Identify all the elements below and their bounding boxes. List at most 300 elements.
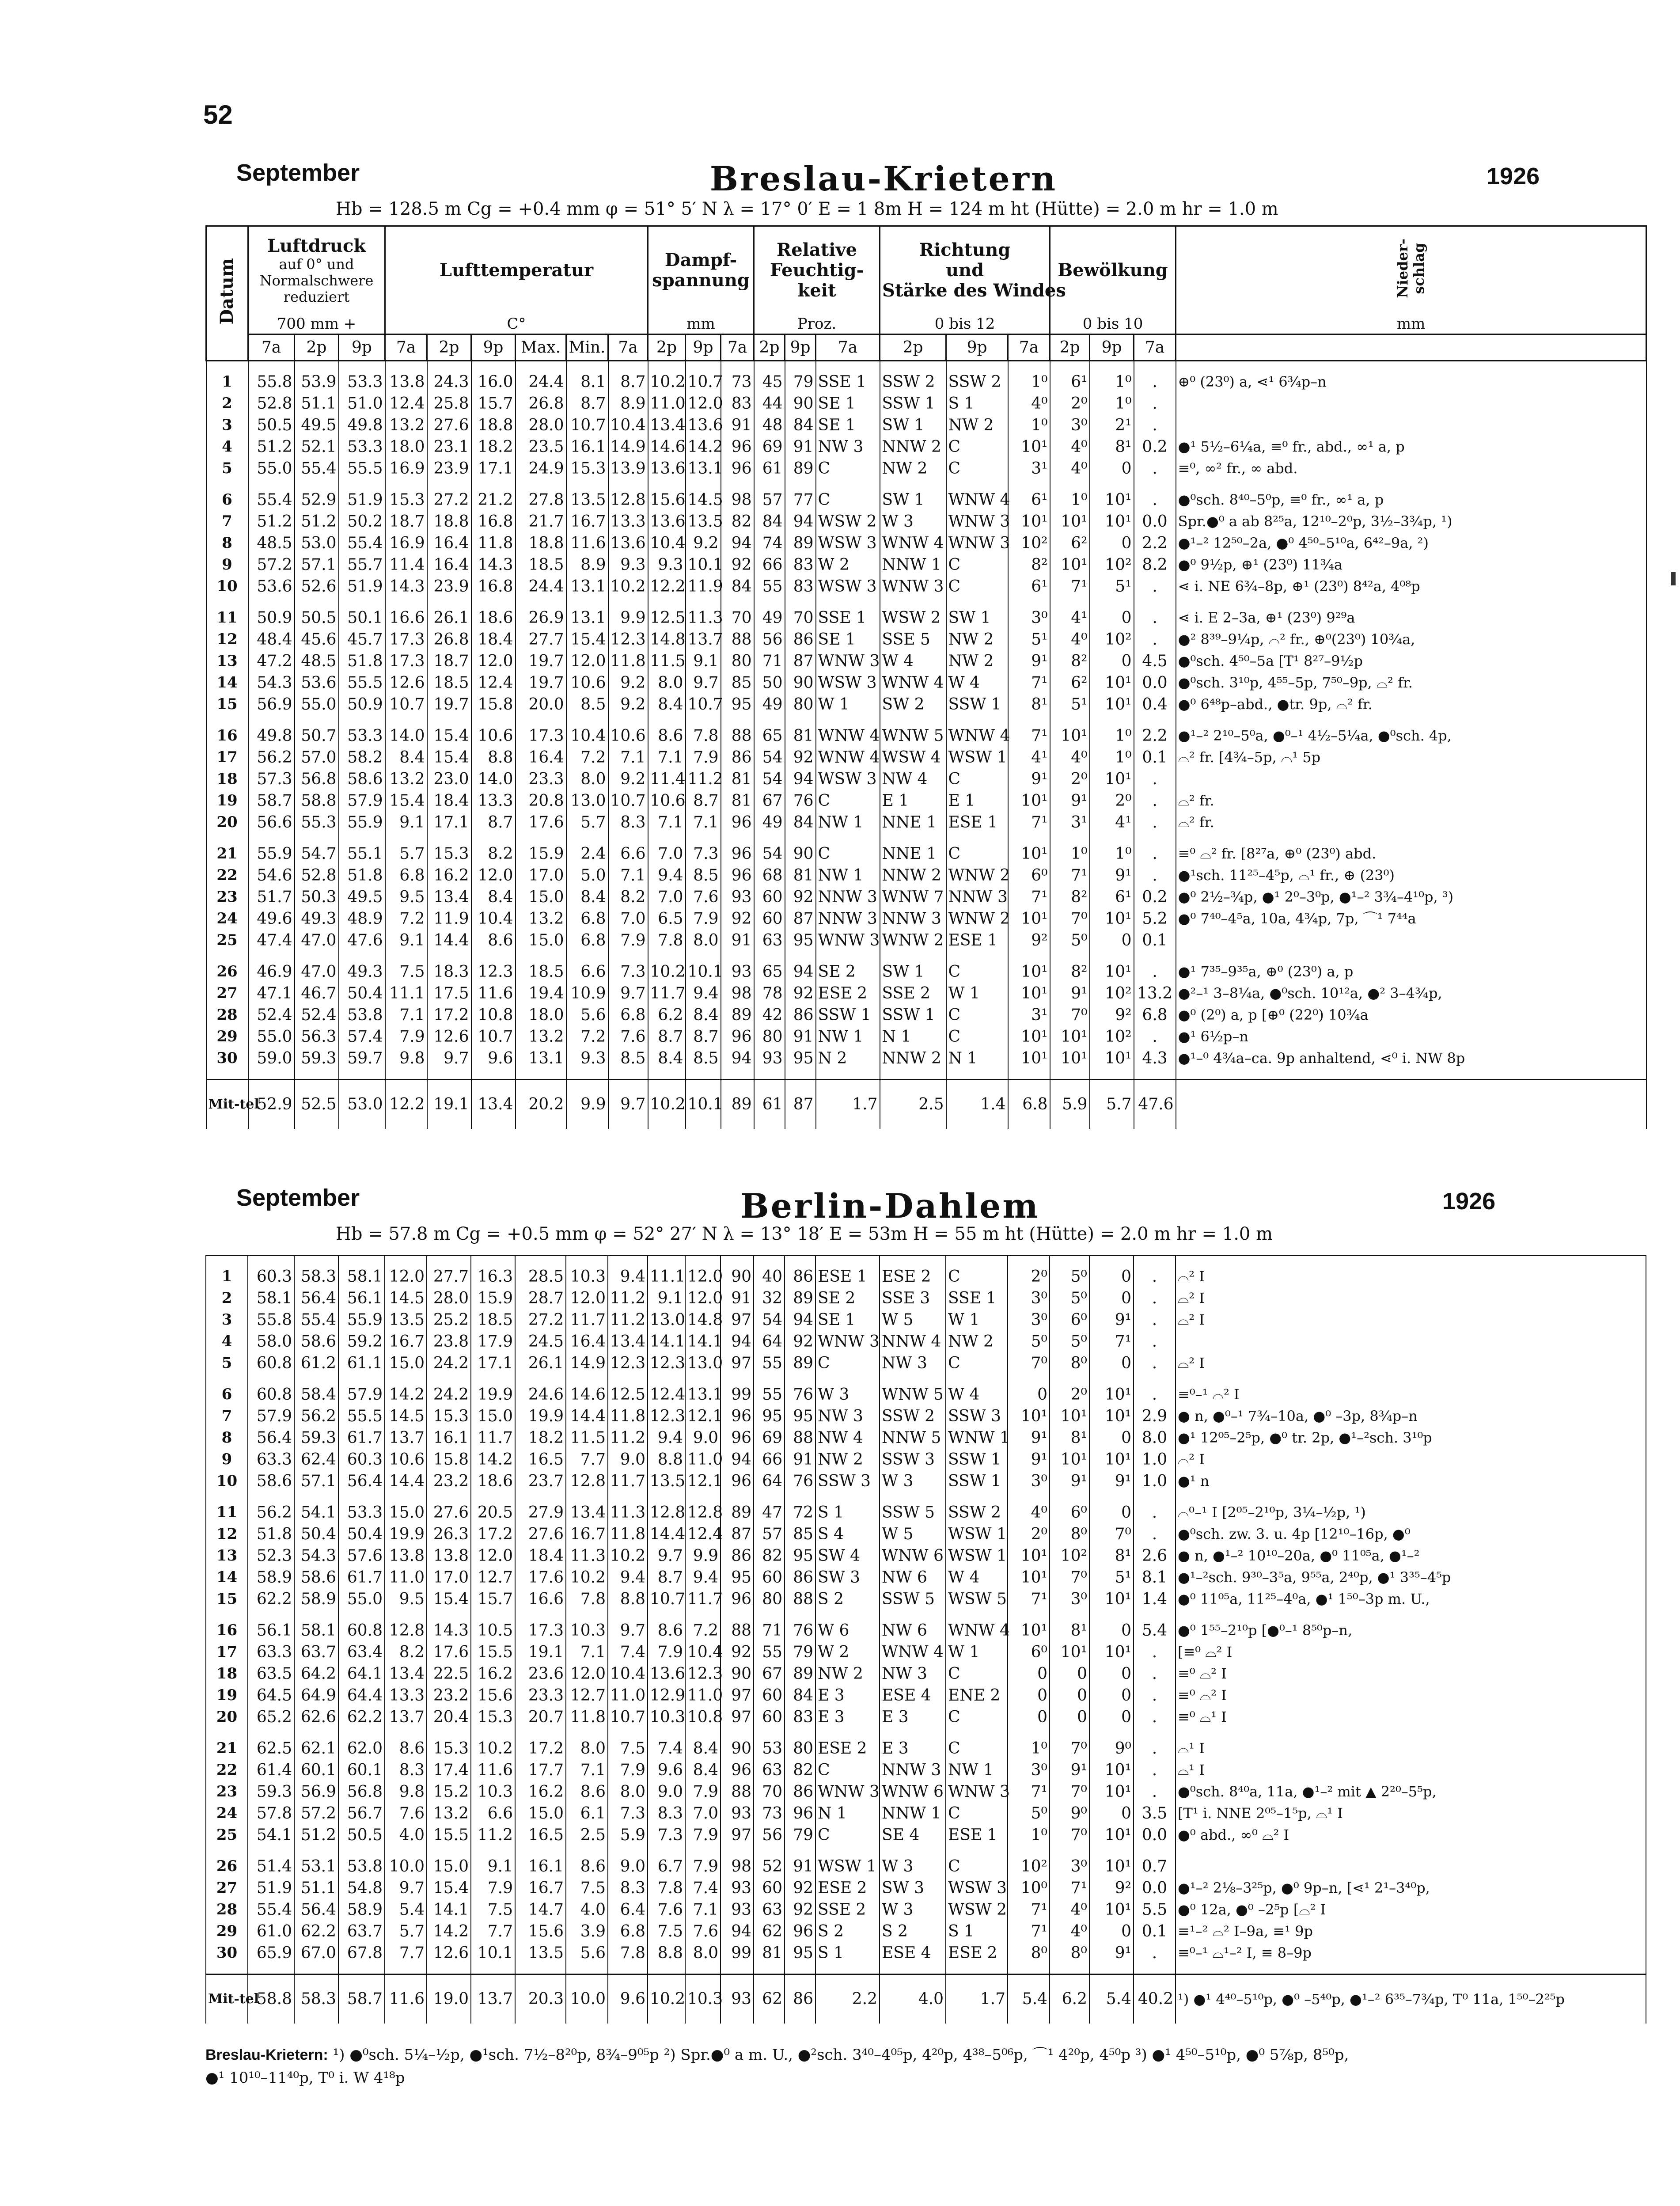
value-cell: .: [1134, 1287, 1176, 1309]
value-cell: 64.5: [248, 1685, 294, 1706]
value-cell: WSW 1: [815, 1856, 880, 1877]
value-cell: WNW 4: [816, 747, 880, 768]
value-cell: 45: [754, 371, 785, 393]
value-cell: 60.1: [294, 1759, 338, 1781]
value-cell: 12.9: [648, 1685, 685, 1706]
value-cell: 89: [721, 1502, 754, 1523]
table-row: [206, 1449, 1646, 1470]
value-cell: 1⁰: [1090, 747, 1134, 768]
value-cell: 51.9: [339, 489, 385, 511]
col-7a: 7a: [721, 334, 754, 361]
value-cell: 8.2: [471, 843, 516, 865]
mean-value: 4.0: [880, 1974, 946, 2024]
value-cell: 28.5: [515, 1266, 566, 1287]
value-cell: 53.3: [339, 436, 385, 458]
value-cell: 7.1: [566, 1641, 608, 1663]
value-cell: 12.0: [566, 1663, 608, 1685]
value-cell: 18.8: [471, 414, 516, 436]
value-cell: 60.3: [338, 1449, 385, 1470]
value-cell: 19.7: [516, 650, 566, 672]
value-cell: 24.5: [515, 1331, 566, 1352]
value-cell: 10¹: [1090, 908, 1134, 930]
value-cell: 7.7: [566, 1449, 608, 1470]
value-cell: 6.6: [608, 843, 648, 865]
value-cell: .: [1134, 1781, 1176, 1803]
value-cell: 3¹: [1050, 812, 1090, 833]
value-cell: SSE 3: [880, 1287, 946, 1309]
value-cell: 53.8: [338, 1856, 385, 1877]
date-cell: 30: [206, 1048, 248, 1069]
value-cell: 57.9: [339, 790, 385, 812]
value-cell: 18.4: [471, 629, 516, 650]
table-row: [206, 1706, 1646, 1728]
remarks-cell: [1176, 930, 1646, 951]
value-cell: 6⁰: [1008, 1641, 1050, 1663]
value-cell: WNW 6: [880, 1545, 946, 1567]
value-cell: 0: [1089, 1620, 1134, 1641]
mean-value: 58.8: [248, 1974, 294, 2024]
value-cell: 14.2: [686, 436, 721, 458]
value-cell: SSW 3: [815, 1470, 880, 1492]
mean-value: [1176, 1080, 1646, 1129]
value-cell: 12.6: [427, 1942, 471, 1964]
value-cell: 13.4: [608, 1331, 648, 1352]
value-cell: 10.9: [566, 983, 608, 1004]
value-cell: C: [816, 843, 880, 865]
value-cell: 12.4: [648, 1384, 685, 1405]
value-cell: 96: [785, 1921, 815, 1942]
value-cell: 8.8: [608, 1588, 648, 1610]
mean-value: 19.1: [427, 1080, 471, 1129]
col-7a: 7a: [385, 334, 427, 361]
value-cell: .: [1134, 790, 1176, 812]
value-cell: 49: [754, 812, 785, 833]
remarks-cell: ⌓² fr. [4¾–5p, ⌒¹ 5p: [1176, 747, 1646, 768]
value-cell: 56.2: [294, 1405, 338, 1427]
value-cell: C: [946, 1004, 1008, 1026]
berlin-table: [205, 1255, 1646, 2024]
date-cell: 28: [206, 1004, 248, 1026]
value-cell: SE 1: [816, 629, 880, 650]
col-7a: 7a: [1134, 334, 1176, 361]
value-cell: 26.1: [515, 1352, 566, 1374]
value-cell: 10¹: [1089, 1588, 1134, 1610]
value-cell: 5¹: [1050, 694, 1090, 715]
value-cell: 96: [721, 1470, 754, 1492]
value-cell: 9¹: [1008, 1449, 1050, 1470]
value-cell: 11.0: [648, 393, 686, 414]
value-cell: 57.9: [338, 1384, 385, 1405]
remarks-cell: Spr.●⁰ a ab 8²⁵a, 12¹⁰–2⁰p, 3½–3¾p, ¹): [1176, 511, 1646, 532]
value-cell: ESE 2: [815, 1738, 880, 1759]
value-cell: .: [1134, 961, 1176, 983]
value-cell: 63.7: [294, 1641, 338, 1663]
table-row: [206, 812, 1646, 833]
value-cell: 58.9: [338, 1899, 385, 1921]
value-cell: NNW 2: [880, 1048, 946, 1069]
table-row: [206, 1899, 1646, 1921]
value-cell: 7¹: [1008, 886, 1050, 908]
mean-value: 52.5: [295, 1080, 339, 1129]
value-cell: 10.2: [608, 1545, 648, 1567]
value-cell: 7.6: [648, 1899, 685, 1921]
value-cell: 66: [754, 1449, 785, 1470]
value-cell: 14.4: [648, 1523, 685, 1545]
value-cell: 15.0: [516, 930, 566, 951]
value-cell: 10¹: [1050, 554, 1090, 576]
value-cell: 7.6: [686, 886, 721, 908]
value-cell: 16.4: [516, 747, 566, 768]
value-cell: 16.2: [515, 1781, 566, 1803]
value-cell: 10.4: [648, 532, 686, 554]
remarks-cell: ≡⁰ ⌓² fr. [8²⁷a, ⊕⁰ (23⁰) abd.: [1176, 843, 1646, 865]
value-cell: 10¹: [1090, 672, 1134, 694]
value-cell: 18.5: [471, 1309, 515, 1331]
value-cell: 10¹: [1050, 1405, 1089, 1427]
value-cell: 8.3: [385, 1759, 427, 1781]
date-cell: 2: [206, 393, 248, 414]
value-cell: 6.8: [608, 1921, 648, 1942]
value-cell: 55.4: [294, 1309, 338, 1331]
value-cell: 8.3: [648, 1803, 685, 1824]
value-cell: 21.7: [516, 511, 566, 532]
value-cell: 14.1: [685, 1331, 721, 1352]
value-cell: 0: [1089, 1663, 1134, 1685]
value-cell: C: [815, 1759, 880, 1781]
value-cell: 7.9: [648, 1641, 685, 1663]
mean-value: 6.2: [1050, 1974, 1089, 2024]
value-cell: 7.5: [385, 961, 427, 983]
value-cell: 51.1: [295, 393, 339, 414]
table-row: [206, 1663, 1646, 1685]
value-cell: 65: [754, 725, 785, 747]
table-row: [206, 489, 1646, 511]
value-cell: 50.4: [338, 1523, 385, 1545]
value-cell: 8.4: [385, 747, 427, 768]
value-cell: 24.4: [516, 371, 566, 393]
table-row: [206, 1641, 1646, 1663]
value-cell: .: [1134, 1685, 1176, 1706]
remarks-cell: ⌓² I: [1176, 1266, 1646, 1287]
value-cell: 0: [1050, 1706, 1089, 1728]
value-cell: 7.0: [685, 1803, 721, 1824]
value-cell: 74: [754, 532, 785, 554]
value-cell: NW 2: [815, 1663, 880, 1685]
value-cell: 97: [721, 1685, 754, 1706]
value-cell: 50.4: [339, 983, 385, 1004]
value-cell: 10¹: [1090, 1048, 1134, 1069]
col-2p: 2p: [754, 334, 785, 361]
value-cell: 8.5: [686, 865, 721, 886]
value-cell: C: [946, 1352, 1008, 1374]
value-cell: 59.3: [294, 1427, 338, 1449]
value-cell: 2.2: [1134, 532, 1176, 554]
value-cell: 14.3: [427, 1620, 471, 1641]
mean-value: 61: [754, 1080, 785, 1129]
value-cell: 6⁰: [1008, 865, 1050, 886]
value-cell: 12.0: [685, 1266, 721, 1287]
value-cell: 46.9: [248, 961, 295, 983]
value-cell: 13.0: [648, 1309, 685, 1331]
value-cell: 56.4: [294, 1899, 338, 1921]
value-cell: 9.4: [686, 983, 721, 1004]
value-cell: 28.0: [516, 414, 566, 436]
col-2p: 2p: [427, 334, 471, 361]
value-cell: 17.0: [516, 865, 566, 886]
value-cell: WNW 1: [946, 1427, 1008, 1449]
remarks-cell: ⌓² I: [1176, 1352, 1646, 1374]
value-cell: 10.4: [566, 725, 608, 747]
value-cell: 24.2: [427, 1352, 471, 1374]
value-cell: 5.7: [385, 843, 427, 865]
value-cell: 90: [721, 1266, 754, 1287]
mean-value: 13.7: [471, 1974, 515, 2024]
value-cell: 56.3: [295, 1026, 339, 1048]
value-cell: 5¹: [1089, 1567, 1134, 1588]
value-cell: 1⁰: [1090, 725, 1134, 747]
value-cell: 53.6: [248, 576, 295, 597]
value-cell: 55.5: [338, 1405, 385, 1427]
value-cell: 52.6: [295, 576, 339, 597]
value-cell: 8⁰: [1050, 1523, 1089, 1545]
value-cell: 12.3: [685, 1663, 721, 1685]
humidity-header-3: keit: [797, 280, 836, 301]
value-cell: 11.9: [686, 576, 721, 597]
value-cell: 17.4: [427, 1759, 471, 1781]
value-cell: 79: [785, 371, 816, 393]
value-cell: S 1: [946, 393, 1008, 414]
table-row: [206, 1352, 1646, 1374]
value-cell: 9²: [1090, 1004, 1134, 1026]
table-row: [206, 1384, 1646, 1405]
value-cell: 9.4: [648, 865, 686, 886]
value-cell: 4⁰: [1050, 629, 1090, 650]
value-cell: 8.4: [648, 1048, 686, 1069]
value-cell: 0: [1008, 1685, 1050, 1706]
value-cell: 7¹: [1050, 1877, 1089, 1899]
value-cell: 10¹: [1050, 725, 1090, 747]
value-cell: 11.9: [427, 908, 471, 930]
value-cell: 20.7: [515, 1706, 566, 1728]
value-cell: 9.3: [608, 554, 648, 576]
value-cell: 51.2: [294, 1824, 338, 1846]
value-cell: 12.0: [685, 1287, 721, 1309]
value-cell: 10.4: [685, 1641, 721, 1663]
value-cell: 7¹: [1008, 1899, 1050, 1921]
value-cell: 94: [721, 532, 754, 554]
value-cell: 10¹: [1090, 694, 1134, 715]
value-cell: 45.7: [339, 629, 385, 650]
value-cell: 23.1: [427, 436, 471, 458]
value-cell: 10²: [1090, 1026, 1134, 1048]
value-cell: 7.2: [385, 908, 427, 930]
value-cell: 4⁰: [1050, 458, 1090, 479]
value-cell: 48.5: [248, 532, 295, 554]
value-cell: 90: [721, 1663, 754, 1685]
table-row: [206, 886, 1646, 908]
value-cell: 81: [721, 768, 754, 790]
value-cell: NW 3: [880, 1352, 946, 1374]
value-cell: WSW 3: [816, 576, 880, 597]
value-cell: 16.2: [471, 1663, 515, 1685]
value-cell: 13.2: [385, 414, 427, 436]
value-cell: 10¹: [1008, 843, 1050, 865]
value-cell: 12.8: [608, 489, 648, 511]
value-cell: 6.6: [471, 1803, 515, 1824]
value-cell: 95: [785, 930, 816, 951]
value-cell: 13.2: [1134, 983, 1176, 1004]
value-cell: 58.3: [294, 1266, 338, 1287]
value-cell: 12.8: [385, 1620, 427, 1641]
value-cell: 16.3: [471, 1266, 515, 1287]
table-row: [206, 1824, 1646, 1846]
value-cell: 8.9: [608, 393, 648, 414]
value-cell: 55.5: [339, 458, 385, 479]
value-cell: 10.4: [608, 1663, 648, 1685]
value-cell: 8.0: [566, 1738, 608, 1759]
value-cell: 0: [1089, 1502, 1134, 1523]
value-cell: 58.2: [339, 747, 385, 768]
value-cell: 17.6: [516, 812, 566, 833]
value-cell: 92: [721, 908, 754, 930]
mean-value: 10.2: [648, 1080, 686, 1129]
value-cell: 3⁰: [1008, 607, 1050, 629]
value-cell: 11.8: [608, 650, 648, 672]
value-cell: S 1: [815, 1502, 880, 1523]
value-cell: 60.8: [248, 1384, 294, 1405]
date-cell: 30: [206, 1942, 248, 1964]
value-cell: 0: [1089, 1266, 1134, 1287]
value-cell: 11.7: [566, 1309, 608, 1331]
value-cell: 6²: [1050, 532, 1090, 554]
vapor-unit: mm: [648, 315, 754, 334]
value-cell: 23.2: [427, 1470, 471, 1492]
value-cell: 80: [785, 1738, 815, 1759]
value-cell: 8.4: [566, 886, 608, 908]
value-cell: 10.1: [686, 961, 721, 983]
date-cell: 5: [206, 1352, 248, 1374]
value-cell: 91: [785, 436, 816, 458]
value-cell: 62.2: [294, 1921, 338, 1942]
value-cell: SSW 1: [816, 1004, 880, 1026]
value-cell: 12.0: [566, 650, 608, 672]
value-cell: SSE 5: [880, 629, 946, 650]
value-cell: 53.0: [295, 532, 339, 554]
mean-value: 47.6: [1134, 1080, 1176, 1129]
value-cell: 24.9: [516, 458, 566, 479]
value-cell: 7.5: [566, 1877, 608, 1899]
value-cell: 95: [785, 1048, 816, 1069]
value-cell: 53.3: [339, 725, 385, 747]
value-cell: 58.6: [248, 1470, 294, 1492]
value-cell: 3⁰: [1050, 1856, 1089, 1877]
value-cell: 13.5: [515, 1942, 566, 1964]
value-cell: 9¹: [1089, 1470, 1134, 1492]
value-cell: 9.1: [686, 650, 721, 672]
value-cell: 93: [754, 1048, 785, 1069]
value-cell: 12.0: [471, 650, 516, 672]
table-row: [206, 1026, 1646, 1048]
value-cell: 10¹: [1089, 1384, 1134, 1405]
date-cell: 25: [206, 930, 248, 951]
berlin-station-title: Berlin-Dahlem: [740, 1186, 1040, 1226]
table-row: [206, 607, 1646, 629]
mean-value: 52.9: [248, 1080, 295, 1129]
value-cell: SSW 5: [880, 1588, 946, 1610]
table-row: [206, 414, 1646, 436]
value-cell: 47.1: [248, 983, 295, 1004]
value-cell: 14.0: [385, 725, 427, 747]
value-cell: 4¹: [1090, 812, 1134, 833]
value-cell: 8⁰: [1008, 1942, 1050, 1964]
value-cell: C: [946, 554, 1008, 576]
value-cell: 10¹: [1008, 1545, 1050, 1567]
value-cell: NW 4: [815, 1427, 880, 1449]
value-cell: .: [1134, 1026, 1176, 1048]
value-cell: 12.5: [648, 607, 686, 629]
value-cell: 97: [721, 1706, 754, 1728]
value-cell: 11.3: [608, 1502, 648, 1523]
vapor-header: Dampf-: [664, 250, 737, 271]
date-cell: 24: [206, 1803, 248, 1824]
value-cell: 47.0: [295, 930, 339, 951]
value-cell: 9.2: [608, 768, 648, 790]
value-cell: 96: [721, 812, 754, 833]
value-cell: 8.4: [685, 1738, 721, 1759]
value-cell: 79: [785, 1641, 815, 1663]
value-cell: WSW 2: [816, 511, 880, 532]
value-cell: 3.9: [566, 1921, 608, 1942]
value-cell: 40: [754, 1266, 785, 1287]
remarks-cell: ⌓² fr.: [1176, 790, 1646, 812]
value-cell: 11.4: [648, 768, 686, 790]
value-cell: NNE 1: [880, 812, 946, 833]
value-cell: 2.5: [566, 1824, 608, 1846]
remarks-cell: ●¹–²sch. 9³⁰–3⁵a, 9⁵⁵a, 2⁴⁰p, ●¹ 3³⁵–4⁵p: [1176, 1567, 1646, 1588]
value-cell: 0: [1090, 532, 1134, 554]
value-cell: 52: [754, 1856, 785, 1877]
date-cell: 16: [206, 1620, 248, 1641]
value-cell: 83: [785, 1706, 815, 1728]
precip-header-2: schlag: [1411, 243, 1428, 294]
value-cell: 10¹: [1008, 961, 1050, 983]
value-cell: 3⁰: [1050, 1588, 1089, 1610]
mean-value: 10.2: [648, 1974, 685, 2024]
value-cell: 7.7: [471, 1921, 515, 1942]
value-cell: ESE 1: [815, 1266, 880, 1287]
value-cell: S 1: [946, 1921, 1008, 1942]
wind-header-2: und: [945, 260, 984, 281]
date-cell: 9: [206, 554, 248, 576]
value-cell: 16.0: [471, 371, 516, 393]
table-row: [206, 1331, 1646, 1352]
value-cell: 14.5: [686, 489, 721, 511]
value-cell: 60: [754, 886, 785, 908]
value-cell: 94: [785, 768, 816, 790]
value-cell: 16.4: [427, 532, 471, 554]
value-cell: 7.6: [608, 1026, 648, 1048]
value-cell: 1⁰: [1008, 1738, 1050, 1759]
value-cell: 10.3: [471, 1781, 515, 1803]
remarks-cell: ≡⁰, ∞² fr., ∞ abd.: [1176, 458, 1646, 479]
value-cell: 15.4: [427, 747, 471, 768]
remarks-cell: ●⁰sch. 3¹⁰p, 4⁵⁵–5p, 7⁵⁰–9p, ⌓² fr.: [1176, 672, 1646, 694]
date-cell: 18: [206, 1663, 248, 1685]
table-row: [206, 1759, 1646, 1781]
value-cell: .: [1134, 1942, 1176, 1964]
table-row: [206, 629, 1646, 650]
value-cell: E 3: [880, 1706, 946, 1728]
